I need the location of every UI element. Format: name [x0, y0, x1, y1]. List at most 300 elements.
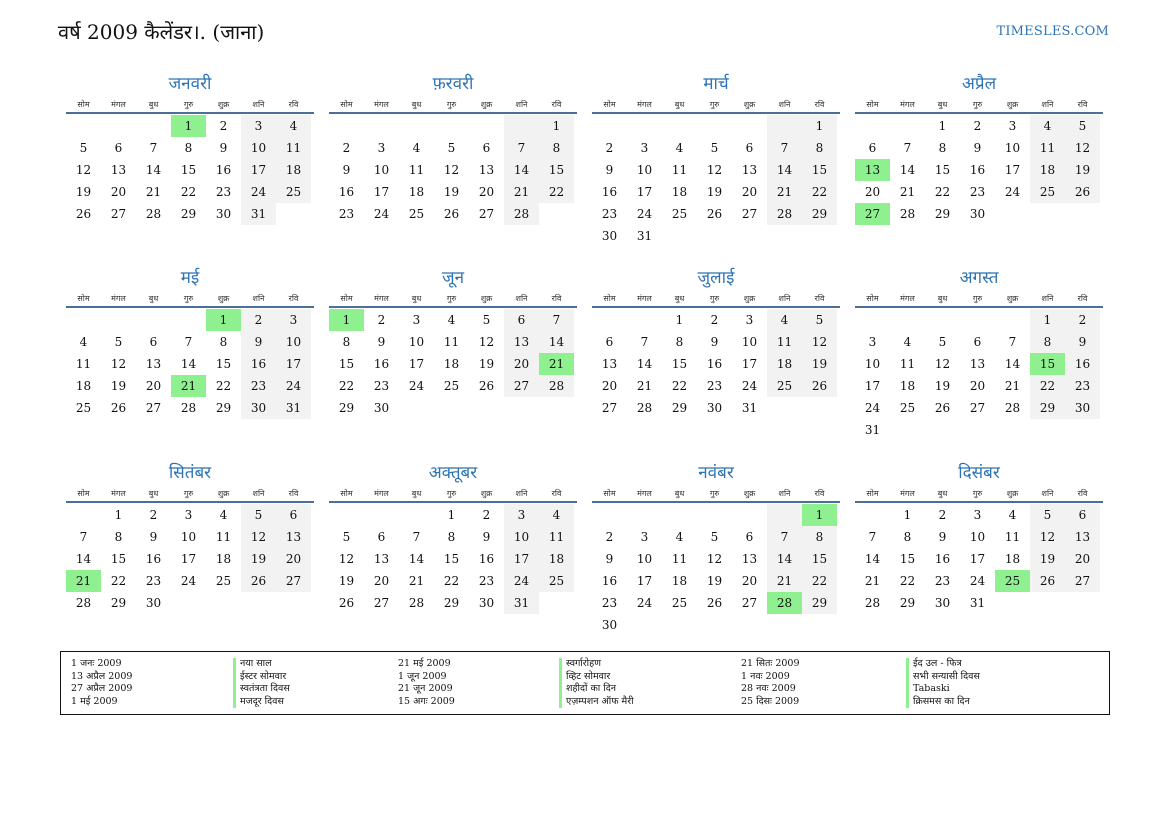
day-cell: 10 — [741, 335, 758, 349]
day-cell: 5 — [802, 309, 837, 331]
day-cell: 24 — [636, 596, 653, 610]
day-cell: 12 — [75, 163, 92, 177]
day-cell: 24 — [408, 379, 425, 393]
day-cell: 25 — [767, 375, 802, 397]
empty-cell — [925, 309, 960, 331]
empty-cell — [767, 115, 802, 137]
month-name: अगस्त — [959, 268, 999, 288]
day-cell: 12 — [1030, 526, 1065, 548]
day-cell: 21 — [767, 181, 802, 203]
empty-cell — [767, 225, 802, 247]
weekday-label: शनि — [515, 294, 528, 303]
empty-cell — [539, 203, 574, 225]
weekday-label: गुरु — [972, 294, 983, 303]
day-cell: 1 — [802, 115, 837, 137]
day-cell: 26 — [338, 596, 355, 610]
day-cell: 25 — [671, 596, 688, 610]
legend-names — [233, 658, 398, 708]
weekday-header — [855, 98, 1103, 114]
day-cell: 29 — [899, 596, 916, 610]
day-cell: 6 — [745, 530, 754, 544]
day-cell: 24 — [741, 379, 758, 393]
weekday-label: गुरु — [972, 489, 983, 498]
weekday-header — [66, 292, 314, 308]
day-cell: 1 — [206, 309, 241, 331]
day-cell: 28 — [1004, 401, 1021, 415]
day-cell: 4 — [903, 335, 912, 349]
day-cell: 27 — [741, 596, 758, 610]
empty-cell — [434, 115, 469, 137]
day-cell: 14 — [767, 548, 802, 570]
weekday-label: मंगल — [374, 294, 389, 303]
empty-cell — [995, 309, 1030, 331]
empty-cell — [171, 309, 206, 331]
holiday-name: शहीदों का दिन — [559, 683, 724, 696]
day-cell: 28 — [504, 203, 539, 225]
day-cell: 6 — [504, 309, 539, 331]
holiday-date: 28 नवः 2009 — [741, 683, 796, 694]
day-cell: 20 — [741, 574, 758, 588]
day-cell: 20 — [276, 548, 311, 570]
day-grid — [592, 115, 840, 247]
day-cell: 17 — [741, 357, 758, 371]
day-cell: 6 — [149, 335, 158, 349]
day-cell: 8 — [184, 141, 193, 155]
day-cell: 1 — [938, 119, 947, 133]
weekday-label: बुध — [674, 100, 685, 109]
holiday-date: 1 जून 2009 — [398, 670, 447, 682]
day-cell: 15 — [934, 163, 951, 177]
weekday-label: रवि — [814, 294, 825, 303]
empty-cell — [101, 309, 136, 331]
day-cell: 3 — [504, 504, 539, 526]
day-cell: 20 — [741, 185, 758, 199]
day-cell: 17 — [504, 548, 539, 570]
day-cell: 24 — [373, 207, 390, 221]
weekday-label: सोम — [603, 100, 616, 109]
day-cell: 25 — [443, 379, 460, 393]
empty-cell — [697, 225, 732, 247]
weekday-label: मंगल — [637, 100, 652, 109]
day-cell: 22 — [802, 181, 837, 203]
day-cell: 9 — [1065, 331, 1100, 353]
day-cell: 27 — [855, 203, 890, 225]
page-title: वर्ष 2009 कैलेंडर।. (जाना) — [58, 20, 265, 44]
holiday-name: क्रिसमस का दिन — [906, 696, 1071, 709]
month-calendar — [329, 72, 577, 225]
day-cell: 8 — [447, 530, 456, 544]
day-cell: 24 — [241, 181, 276, 203]
empty-cell — [662, 504, 697, 526]
day-cell: 1 — [539, 115, 574, 137]
day-cell: 5 — [342, 530, 351, 544]
day-cell: 4 — [675, 141, 684, 155]
day-cell: 27 — [1065, 570, 1100, 592]
day-cell: 3 — [276, 309, 311, 331]
holiday-date: 25 दिसः 2009 — [741, 695, 800, 707]
day-cell: 5 — [938, 335, 947, 349]
day-cell: 29 — [110, 596, 127, 610]
day-cell: 13 — [478, 163, 495, 177]
month-name: फ़रवरी — [432, 74, 474, 94]
weekday-label: सोम — [603, 294, 616, 303]
day-cell: 6 — [114, 141, 123, 155]
weekday-label: मंगल — [374, 489, 389, 498]
day-cell: 19 — [1030, 548, 1065, 570]
day-cell: 3 — [640, 141, 649, 155]
weekday-label: रवि — [551, 294, 562, 303]
day-cell: 18 — [539, 548, 574, 570]
empty-cell — [1065, 203, 1100, 225]
holiday-date: 21 मई 2009 — [398, 658, 451, 669]
month-name: अप्रैल — [961, 74, 997, 94]
day-cell: 9 — [241, 331, 276, 353]
day-cell: 16 — [215, 163, 232, 177]
weekday-label: शनि — [778, 100, 791, 109]
day-cell: 3 — [640, 530, 649, 544]
day-cell: 10 — [1004, 141, 1021, 155]
day-cell: 16 — [706, 357, 723, 371]
weekday-label: मंगल — [111, 294, 126, 303]
day-cell: 27 — [110, 207, 127, 221]
month-calendar — [855, 461, 1103, 614]
day-cell: 7 — [767, 137, 802, 159]
day-cell: 11 — [671, 163, 688, 177]
day-cell: 20 — [601, 379, 618, 393]
day-cell: 29 — [338, 401, 355, 415]
day-cell: 29 — [1030, 397, 1065, 419]
day-cell: 31 — [741, 401, 758, 415]
day-cell: 31 — [241, 203, 276, 225]
day-cell: 31 — [969, 596, 986, 610]
day-cell: 25 — [276, 181, 311, 203]
weekday-label: शनि — [1041, 489, 1054, 498]
weekday-label: सोम — [603, 489, 616, 498]
day-cell: 12 — [443, 163, 460, 177]
day-cell: 18 — [1030, 159, 1065, 181]
day-cell: 8 — [903, 530, 912, 544]
holiday-date: 27 अप्रैल 2009 — [71, 683, 133, 694]
day-cell: 22 — [802, 570, 837, 592]
empty-cell — [469, 397, 504, 419]
day-cell: 28 — [864, 596, 881, 610]
legend-names — [906, 658, 1071, 708]
day-cell: 21 — [539, 353, 574, 375]
day-cell: 19 — [802, 353, 837, 375]
month-name: जुलाई — [697, 268, 735, 288]
site-link[interactable]: TIMESLES.COM — [996, 24, 1109, 39]
day-cell: 23 — [215, 185, 232, 199]
weekday-label: शनि — [778, 294, 791, 303]
weekday-label: शुक्र — [480, 489, 493, 498]
day-cell: 6 — [276, 504, 311, 526]
day-cell: 27 — [969, 401, 986, 415]
day-cell: 14 — [636, 357, 653, 371]
empty-cell — [662, 614, 697, 636]
day-cell: 11 — [443, 335, 460, 349]
day-cell: 21 — [171, 375, 206, 397]
empty-cell — [697, 504, 732, 526]
day-cell: 11 — [215, 530, 232, 544]
day-cell: 16 — [601, 185, 618, 199]
day-cell: 16 — [338, 185, 355, 199]
day-cell: 9 — [219, 141, 228, 155]
weekday-label: शुक्र — [1006, 489, 1019, 498]
day-cell: 10 — [504, 526, 539, 548]
day-grid — [66, 504, 314, 614]
weekday-label: शनि — [515, 489, 528, 498]
empty-cell — [1065, 419, 1100, 441]
weekday-label: गुरु — [709, 489, 720, 498]
empty-cell — [1030, 419, 1065, 441]
day-cell: 23 — [1065, 375, 1100, 397]
day-cell: 21 — [504, 181, 539, 203]
day-cell: 2 — [149, 508, 158, 522]
day-cell: 23 — [478, 574, 495, 588]
day-cell: 8 — [938, 141, 947, 155]
empty-cell — [66, 115, 101, 137]
weekday-label: रवि — [288, 294, 299, 303]
day-cell: 6 — [482, 141, 491, 155]
day-cell: 22 — [338, 379, 355, 393]
day-cell: 13 — [145, 357, 162, 371]
month-calendar — [329, 461, 577, 614]
month-calendar — [592, 72, 840, 247]
day-cell: 4 — [412, 141, 421, 155]
empty-cell — [767, 614, 802, 636]
empty-cell — [697, 614, 732, 636]
day-cell: 21 — [864, 574, 881, 588]
day-cell: 10 — [373, 163, 390, 177]
day-cell: 22 — [443, 574, 460, 588]
weekday-label: गुरु — [446, 489, 457, 498]
day-grid — [66, 309, 314, 419]
empty-cell — [171, 592, 206, 614]
weekday-label: गुरु — [446, 294, 457, 303]
weekday-label: रवि — [551, 100, 562, 109]
weekday-header — [592, 487, 840, 503]
empty-cell — [276, 592, 311, 614]
day-cell: 7 — [868, 530, 877, 544]
day-cell: 1 — [802, 504, 837, 526]
day-cell: 9 — [938, 530, 947, 544]
day-cell: 19 — [934, 379, 951, 393]
day-cell: 10 — [276, 331, 311, 353]
day-cell: 26 — [1065, 181, 1100, 203]
day-cell: 21 — [636, 379, 653, 393]
day-cell: 29 — [934, 207, 951, 221]
day-cell: 23 — [241, 375, 276, 397]
day-cell: 13 — [741, 163, 758, 177]
empty-cell — [802, 614, 837, 636]
day-cell: 25 — [995, 570, 1030, 592]
weekday-header — [66, 487, 314, 503]
day-cell: 19 — [75, 185, 92, 199]
legend-dates — [741, 658, 906, 708]
day-cell: 6 — [868, 141, 877, 155]
day-cell: 2 — [605, 141, 614, 155]
day-cell: 21 — [1004, 379, 1021, 393]
day-cell: 7 — [539, 309, 574, 331]
holiday-name: सभी सन्यासी दिवस — [906, 671, 1071, 684]
holiday-name: स्वतंत्रता दिवस — [233, 683, 398, 696]
day-cell: 20 — [478, 185, 495, 199]
weekday-label: शनि — [252, 100, 265, 109]
empty-cell — [960, 309, 995, 331]
weekday-label: गुरु — [183, 294, 194, 303]
month-name: अक्तूबर — [428, 463, 478, 483]
day-cell: 12 — [706, 163, 723, 177]
day-cell: 17 — [373, 185, 390, 199]
weekday-label: सोम — [77, 100, 90, 109]
day-cell: 4 — [1030, 115, 1065, 137]
weekday-label: सोम — [77, 489, 90, 498]
weekday-label: गुरु — [183, 100, 194, 109]
day-cell: 18 — [443, 357, 460, 371]
day-cell: 22 — [539, 181, 574, 203]
day-cell: 21 — [145, 185, 162, 199]
weekday-label: शनि — [1041, 294, 1054, 303]
empty-cell — [1065, 592, 1100, 614]
month-calendar — [592, 266, 840, 419]
empty-cell — [504, 397, 539, 419]
weekday-label: मंगल — [900, 294, 915, 303]
day-cell: 2 — [377, 313, 386, 327]
weekday-label: गुरु — [709, 100, 720, 109]
day-cell: 27 — [276, 570, 311, 592]
day-cell: 10 — [636, 163, 653, 177]
weekday-label: रवि — [1077, 100, 1088, 109]
day-cell: 30 — [241, 397, 276, 419]
holiday-name: ईद उल - फित्र — [906, 658, 1071, 671]
day-grid — [329, 504, 577, 614]
day-cell: 21 — [66, 570, 101, 592]
day-cell: 13 — [969, 357, 986, 371]
day-cell: 4 — [276, 115, 311, 137]
weekday-label: शनि — [252, 294, 265, 303]
day-cell: 3 — [973, 508, 982, 522]
day-cell: 19 — [338, 574, 355, 588]
day-cell: 1 — [1030, 309, 1065, 331]
month-calendar — [855, 72, 1103, 225]
day-cell: 9 — [342, 163, 351, 177]
day-cell: 29 — [215, 401, 232, 415]
day-cell: 5 — [114, 335, 123, 349]
day-cell: 16 — [478, 552, 495, 566]
day-cell: 3 — [868, 335, 877, 349]
empty-cell — [627, 504, 662, 526]
day-cell: 30 — [601, 618, 618, 632]
empty-cell — [627, 309, 662, 331]
day-cell: 12 — [934, 357, 951, 371]
legend-dates — [71, 658, 236, 708]
day-cell: 20 — [969, 379, 986, 393]
day-cell: 12 — [338, 552, 355, 566]
empty-cell — [399, 397, 434, 419]
day-cell: 7 — [79, 530, 88, 544]
day-cell: 8 — [342, 335, 351, 349]
day-cell: 19 — [110, 379, 127, 393]
empty-cell — [732, 115, 767, 137]
day-grid — [66, 115, 314, 225]
weekday-label: बुध — [937, 294, 948, 303]
weekday-label: रवि — [288, 489, 299, 498]
day-cell: 1 — [114, 508, 123, 522]
day-cell: 18 — [899, 379, 916, 393]
day-cell: 15 — [180, 163, 197, 177]
day-cell: 29 — [671, 401, 688, 415]
day-cell: 28 — [408, 596, 425, 610]
weekday-label: बुध — [148, 294, 159, 303]
day-cell: 10 — [636, 552, 653, 566]
day-cell: 26 — [443, 207, 460, 221]
day-cell: 7 — [1008, 335, 1017, 349]
day-cell: 11 — [276, 137, 311, 159]
day-cell: 15 — [215, 357, 232, 371]
day-cell: 5 — [1030, 504, 1065, 526]
day-cell: 9 — [605, 163, 614, 177]
empty-cell — [662, 225, 697, 247]
day-cell: 22 — [215, 379, 232, 393]
empty-cell — [276, 203, 311, 225]
day-cell: 4 — [447, 313, 456, 327]
day-cell: 29 — [802, 203, 837, 225]
day-cell: 2 — [219, 119, 228, 133]
day-cell: 30 — [373, 401, 390, 415]
legend-dates — [398, 658, 563, 708]
day-grid — [329, 115, 577, 225]
month-calendar — [66, 461, 314, 614]
weekday-label: शुक्र — [743, 294, 756, 303]
empty-cell — [66, 504, 101, 526]
day-cell: 5 — [710, 530, 719, 544]
day-cell: 29 — [443, 596, 460, 610]
weekday-label: रवि — [288, 100, 299, 109]
day-cell: 14 — [899, 163, 916, 177]
day-cell: 28 — [767, 592, 802, 614]
empty-cell — [732, 614, 767, 636]
day-cell: 13 — [601, 357, 618, 371]
holiday-date: 1 जनः 2009 — [71, 658, 122, 669]
day-cell: 17 — [969, 552, 986, 566]
day-cell: 9 — [973, 141, 982, 155]
day-cell: 7 — [184, 335, 193, 349]
weekday-label: गुरु — [446, 100, 457, 109]
weekday-label: बुध — [411, 100, 422, 109]
day-cell: 24 — [636, 207, 653, 221]
day-cell: 1 — [903, 508, 912, 522]
day-cell: 23 — [145, 574, 162, 588]
weekday-label: गुरु — [709, 294, 720, 303]
legend-names — [559, 658, 724, 708]
day-cell: 28 — [75, 596, 92, 610]
weekday-label: बुध — [148, 489, 159, 498]
empty-cell — [241, 592, 276, 614]
empty-cell — [890, 115, 925, 137]
empty-cell — [539, 592, 574, 614]
day-cell: 16 — [934, 552, 951, 566]
weekday-label: मंगल — [900, 100, 915, 109]
day-cell: 7 — [412, 530, 421, 544]
empty-cell — [592, 115, 627, 137]
day-cell: 17 — [408, 357, 425, 371]
day-cell: 25 — [215, 574, 232, 588]
day-cell: 13 — [110, 163, 127, 177]
day-cell: 20 — [864, 185, 881, 199]
weekday-label: शुक्र — [217, 489, 230, 498]
day-cell: 12 — [802, 331, 837, 353]
empty-cell — [662, 115, 697, 137]
